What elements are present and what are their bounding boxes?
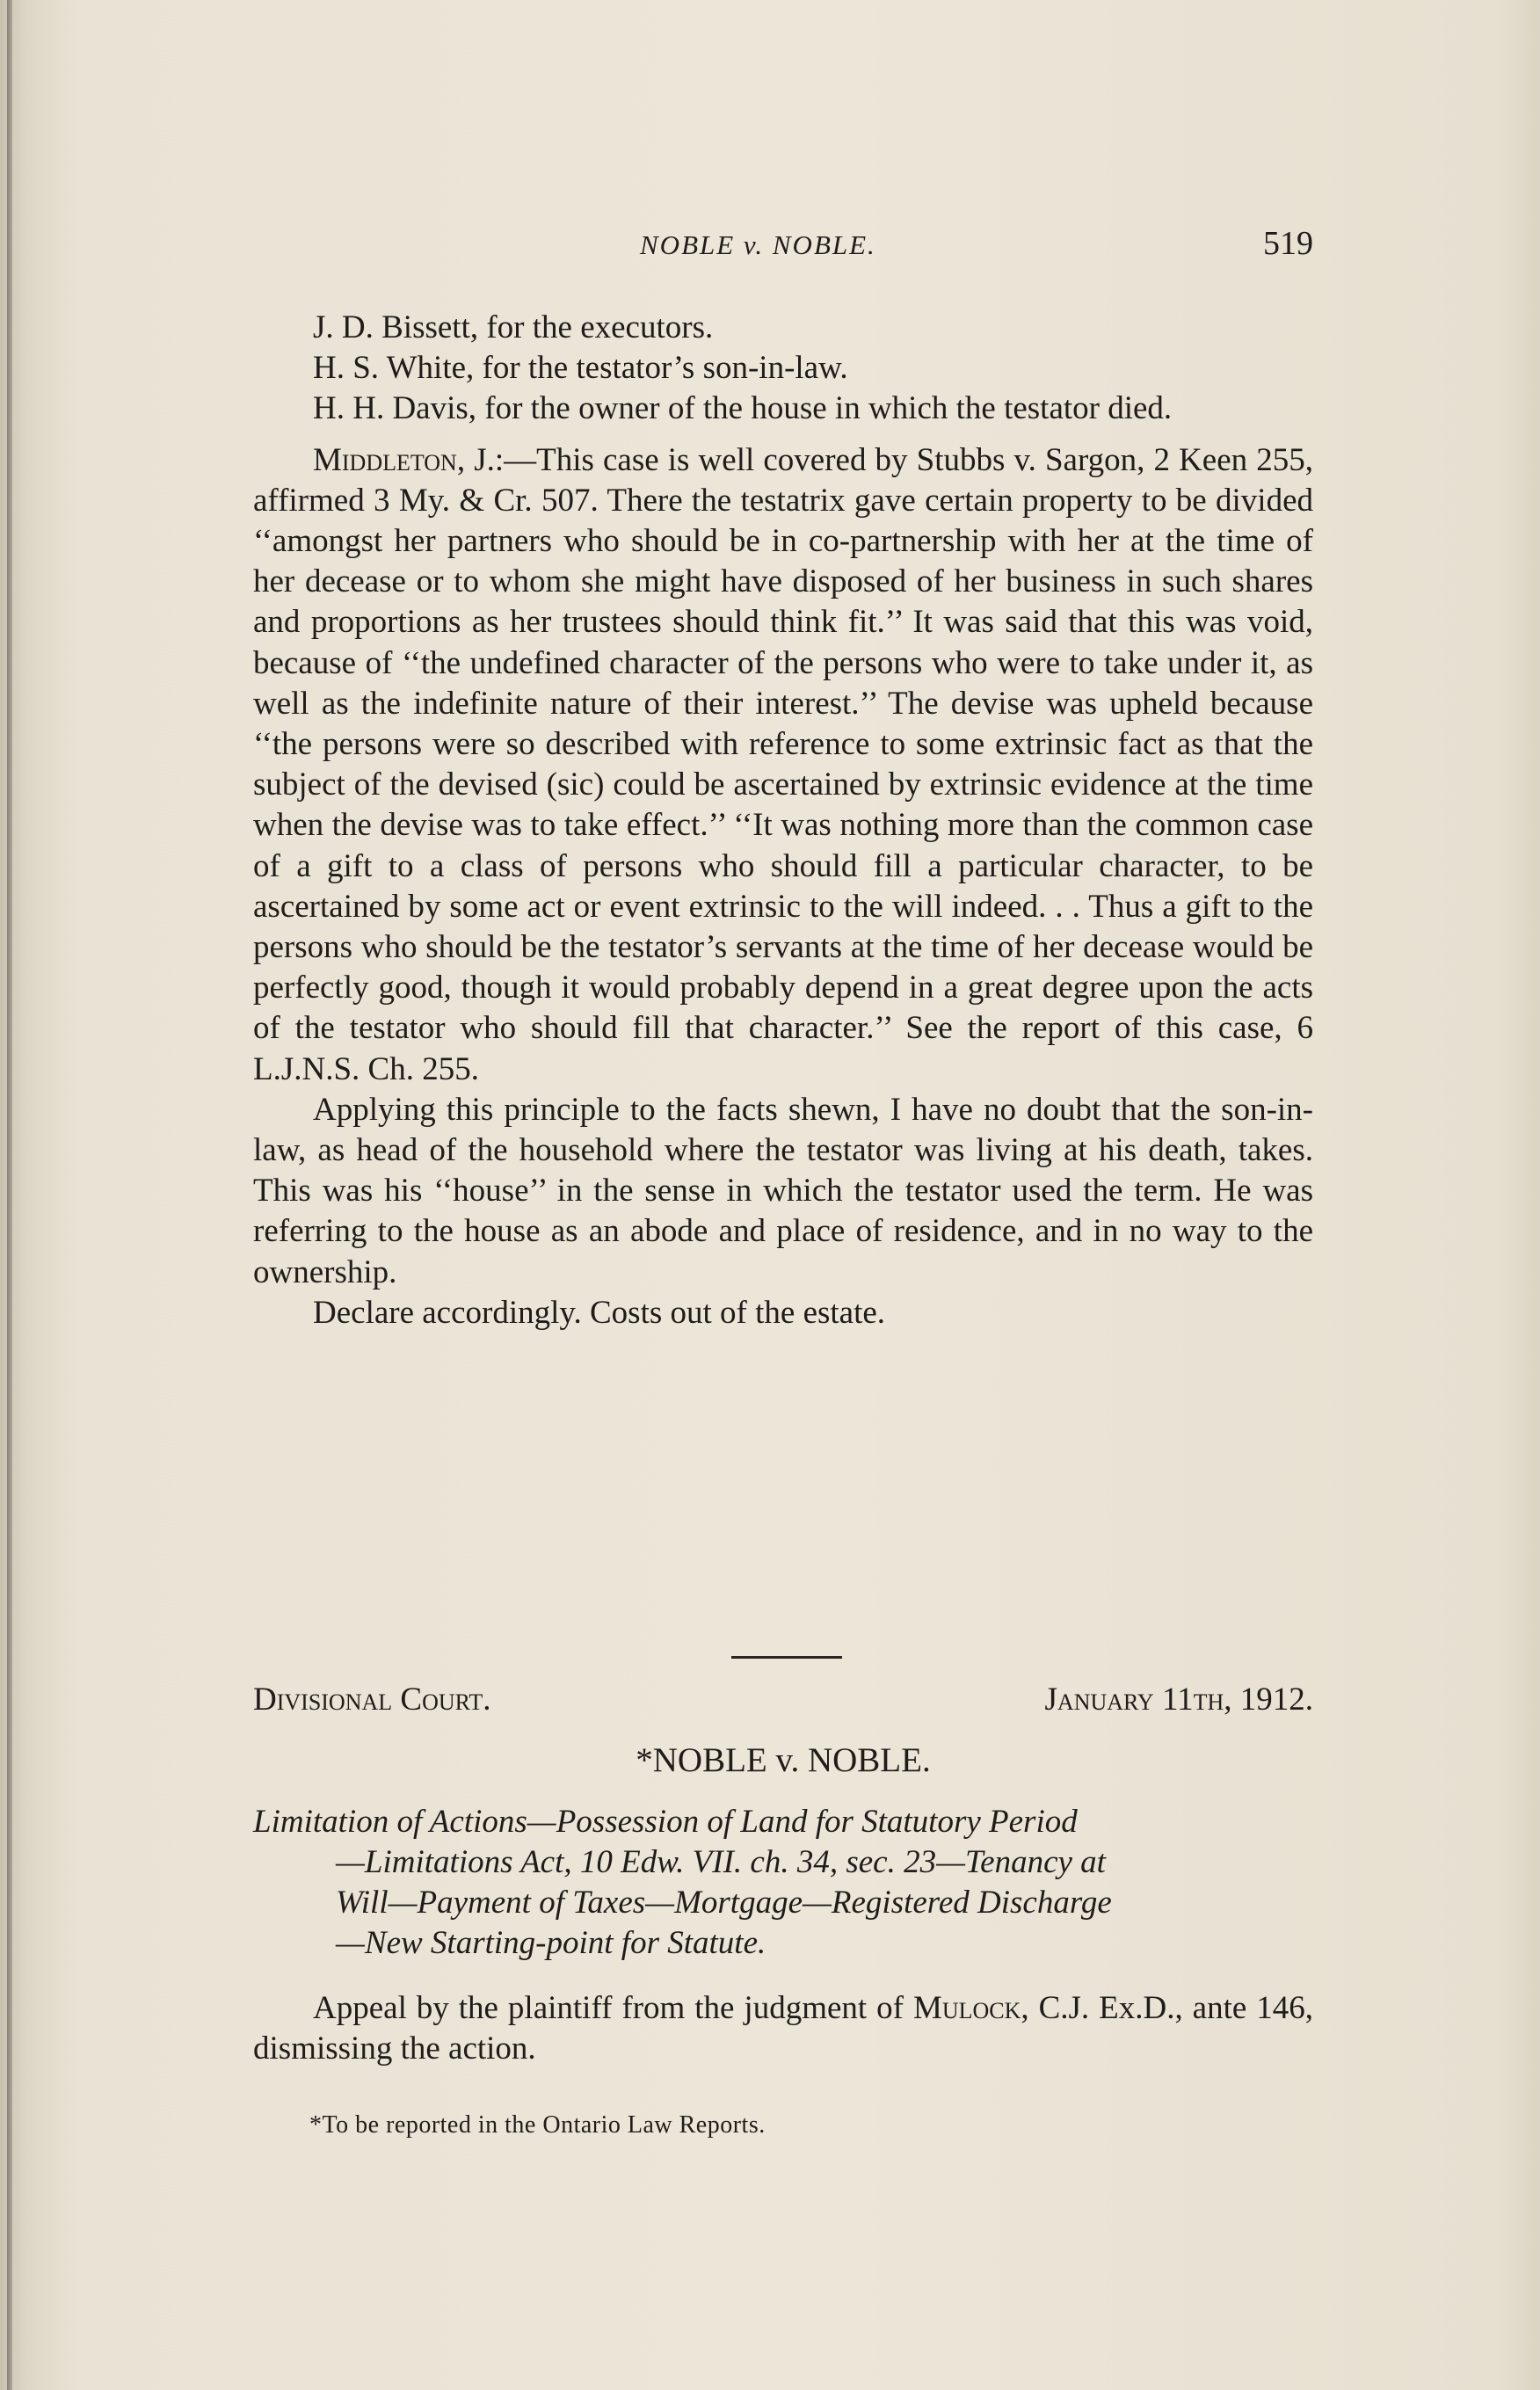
appeal-judge: Mulock	[912, 1990, 1021, 2026]
appeal-text-post: , C.J. Ex.D., ante 146, dismissing the action.	[253, 1990, 1313, 2067]
case-title: *NOBLE v. NOBLE.	[636, 1741, 931, 1779]
page-number: 519	[1263, 225, 1313, 262]
headnote-line: Will—Payment of Taxes—Mortgage—Registered Discharge	[336, 1885, 1112, 1921]
section-divider	[731, 1656, 842, 1659]
decision-date: January 11th, 1912.	[1044, 1682, 1313, 1718]
headnote-line: —New Starting-point for Statute.	[336, 1925, 766, 1961]
judge-name: Middleton, J.	[313, 441, 495, 478]
headnote-line: —Limitations Act, 10 Edw. VII. ch. 34, sec. 23—Tenancy at	[336, 1844, 1106, 1880]
counsel-line: J. D. Bissett, for the executors.	[313, 309, 714, 345]
headnote-line: Limitation of Actions—Possession of Land for Statutory Period	[253, 1804, 1078, 1840]
appeal-text-pre: Appeal by the plaintiff from the judgment of	[313, 1990, 913, 2026]
judgment-text: :—This case is well covered by Stubbs v. Sargon, 2 Keen 255, affirmed 3 My. & Cr. 507. There the testatrix gave certain property to be divided ‘‘amongst her partners who should be in co-partnership with her at the time of her decease or to whom she might have disposed of her business in such shares and proportions as her trustees should think fit.’’ It was said that this was void, because of ‘‘the undefined character of the persons who were to take under it, as well as the indefinite nature of their interest.’’ The devise was upheld because ‘‘the persons were so described with reference to some extrinsic fact as that the subject of the devised (sic) could be ascertained by extrinsic evidence at the time when the devise was to take effect.’’ ‘‘It was nothing more than the common case of a gift to a class of persons who should fill a particular character, to be ascertained by some act or event extrinsic to the will indeed. . . Thus a gift to the persons who should be the testator’s servants at the time of her decease would be perfectly good, though it would probably depend in a great degree upon the acts of the testator who should fill that character.’’ See the report of this case, 6 L.J.N.S. Ch. 255.	[253, 441, 1313, 1087]
judgment-paragraph-1	[253, 440, 1313, 1090]
book-spine-shadow	[7, 0, 12, 2390]
running-head-title: NOBLE v. NOBLE.	[640, 229, 876, 260]
appeal-paragraph	[253, 1988, 1313, 2069]
counsel-line: H. H. Davis, for the owner of the house in which the testator died.	[313, 390, 1173, 427]
counsel-line: H. S. White, for the testator’s son-in-law.	[313, 350, 848, 387]
judgment-paragraph-2: Applying this principle to the facts shewn, I have no doubt that the son-in-law, as head of the household where the testator was living at his death, takes. This was his ‘‘house’’ in the sense in which the testator used the term. He was referring to the house as an abode and place of residence, and in no way to the ownership.	[253, 1091, 1313, 1290]
headnote	[253, 1802, 1313, 1964]
court-name: Divisional Court.	[253, 1682, 491, 1718]
judgment-paragraph-3: Declare accordingly. Costs out of the estate.	[313, 1294, 886, 1331]
running-head	[253, 224, 1313, 268]
judgment-body	[253, 308, 1313, 1333]
footnote: *To be reported in the Ontario Law Reports.	[309, 2111, 766, 2139]
court-line	[253, 1681, 1313, 1725]
